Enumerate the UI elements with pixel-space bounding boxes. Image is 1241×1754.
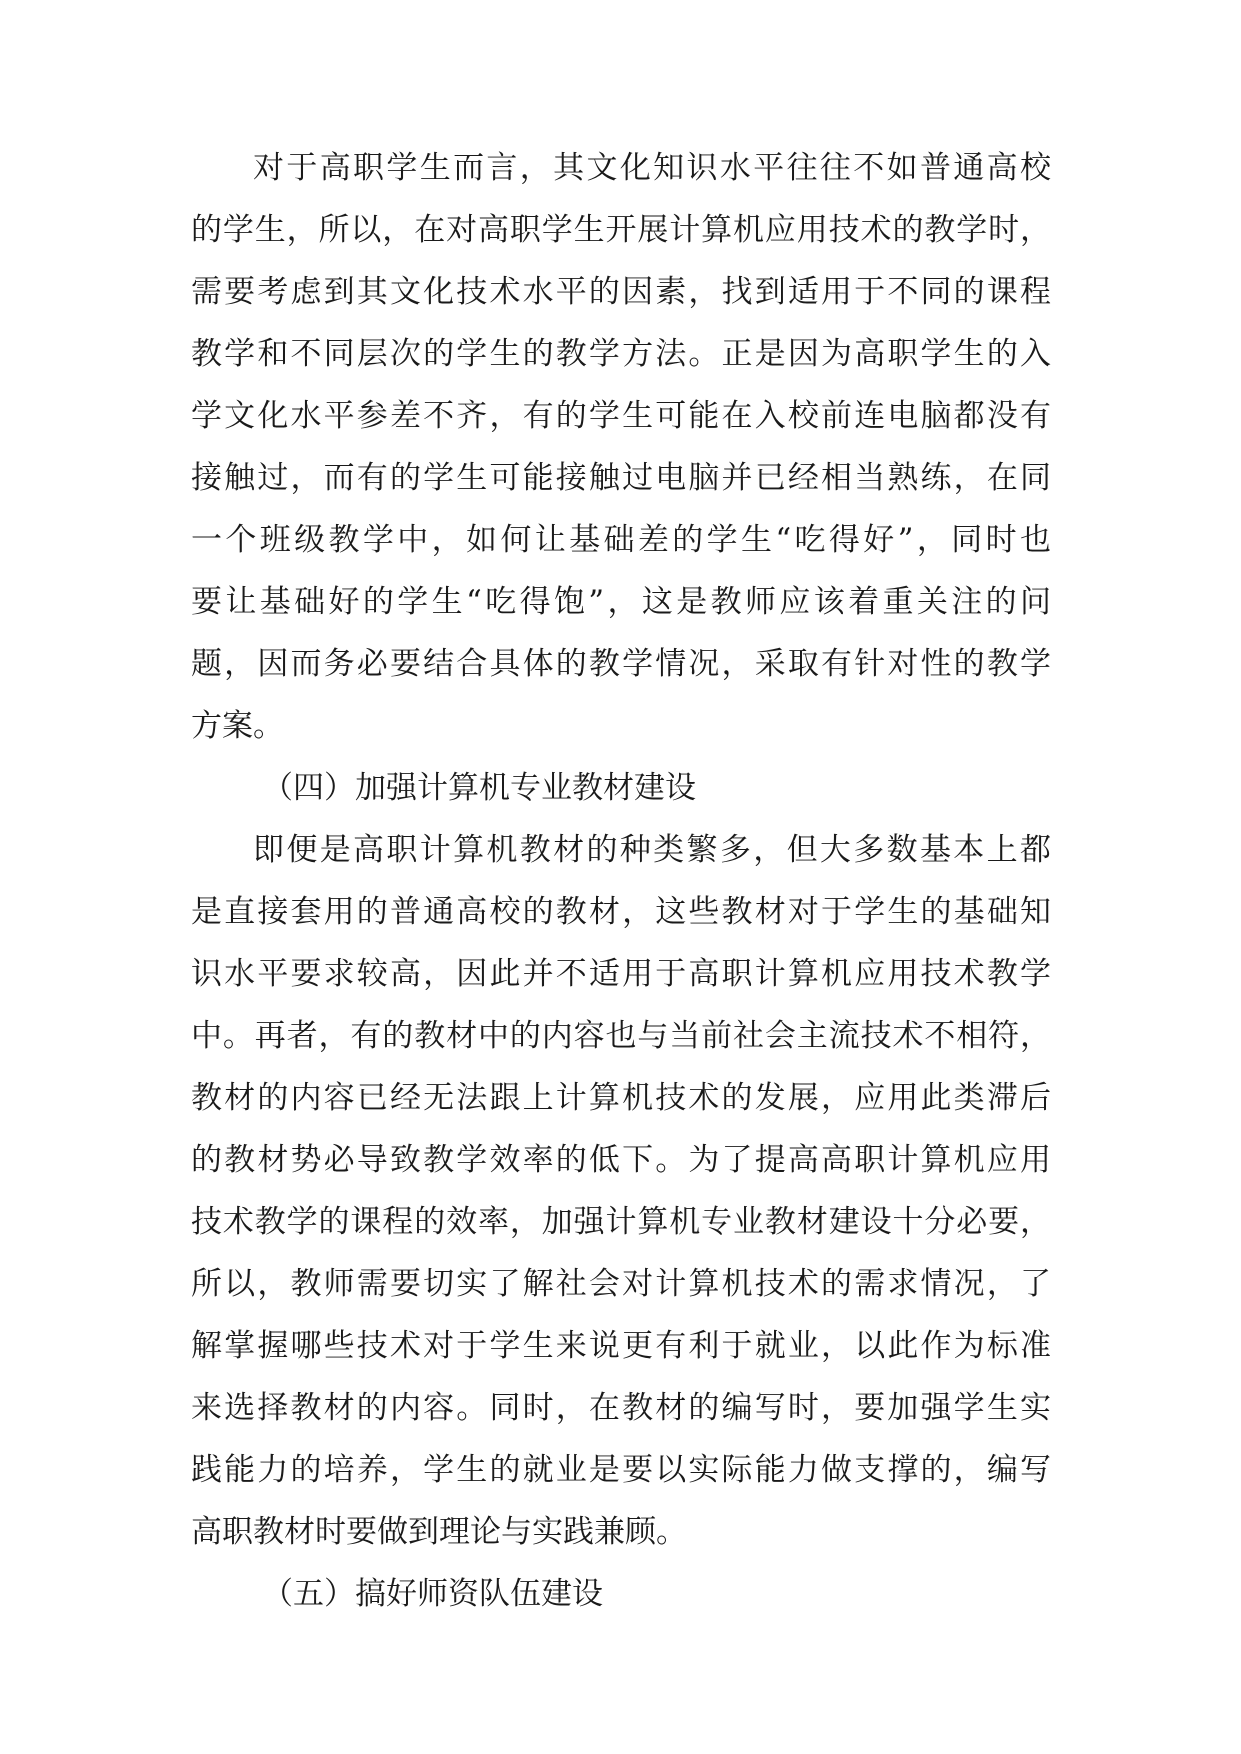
paragraph-line: 接触过，而有的学生可能接触过电脑并已经相当熟练，在同 bbox=[191, 460, 1051, 496]
paragraph-line: 中。再者，有的教材中的内容也与当前社会主流技术不相符， bbox=[191, 1018, 1051, 1054]
paragraph-line: 的教材势必导致教学效率的低下。为了提高高职计算机应用 bbox=[191, 1142, 1051, 1178]
paragraph-line: 对于高职学生而言，其文化知识水平往往不如普通高校 bbox=[253, 150, 1051, 186]
paragraph-line: 所以，教师需要切实了解社会对计算机技术的需求情况，了 bbox=[191, 1266, 1051, 1302]
paragraph-line: 的学生，所以，在对高职学生开展计算机应用技术的教学时， bbox=[191, 212, 1051, 248]
paragraph-line: 教学和不同层次的学生的教学方法。正是因为高职学生的入 bbox=[191, 336, 1051, 372]
paragraph-line: 题，因而务必要结合具体的教学情况，采取有针对性的教学 bbox=[191, 646, 1051, 682]
paragraph-line: 高职教材时要做到理论与实践兼顾。 bbox=[191, 1514, 687, 1550]
paragraph-line: 教材的内容已经无法跟上计算机技术的发展，应用此类滞后 bbox=[191, 1080, 1051, 1116]
paragraph-line: 需要考虑到其文化技术水平的因素，找到适用于不同的课程 bbox=[191, 274, 1051, 310]
paragraph-line: 践能力的培养，学生的就业是要以实际能力做支撑的，编写 bbox=[191, 1452, 1051, 1488]
paragraph-line: 方案。 bbox=[191, 708, 284, 744]
paragraph-line: 即便是高职计算机教材的种类繁多，但大多数基本上都 bbox=[253, 832, 1051, 868]
paragraph-line: 来选择教材的内容。同时，在教材的编写时，要加强学生实 bbox=[191, 1390, 1051, 1426]
paragraph-line: 学文化水平参差不齐，有的学生可能在入校前连电脑都没有 bbox=[191, 398, 1051, 434]
paragraph-line: 识水平要求较高，因此并不适用于高职计算机应用技术教学 bbox=[191, 956, 1051, 992]
paragraph-line: 一个班级教学中，如何让基础差的学生“吃得好”，同时也 bbox=[191, 522, 1051, 558]
paragraph-line: 要让基础好的学生“吃得饱”，这是教师应该着重关注的问 bbox=[191, 584, 1051, 620]
paragraph-line: 是直接套用的普通高校的教材，这些教材对于学生的基础知 bbox=[191, 894, 1051, 930]
paragraph-line: 技术教学的课程的效率，加强计算机专业教材建设十分必要， bbox=[191, 1204, 1051, 1240]
section-heading: （四）加强计算机专业教材建设 bbox=[262, 770, 696, 806]
paragraph-line: 解掌握哪些技术对于学生来说更有利于就业，以此作为标准 bbox=[191, 1328, 1051, 1364]
section-heading: （五）搞好师资队伍建设 bbox=[262, 1576, 603, 1612]
